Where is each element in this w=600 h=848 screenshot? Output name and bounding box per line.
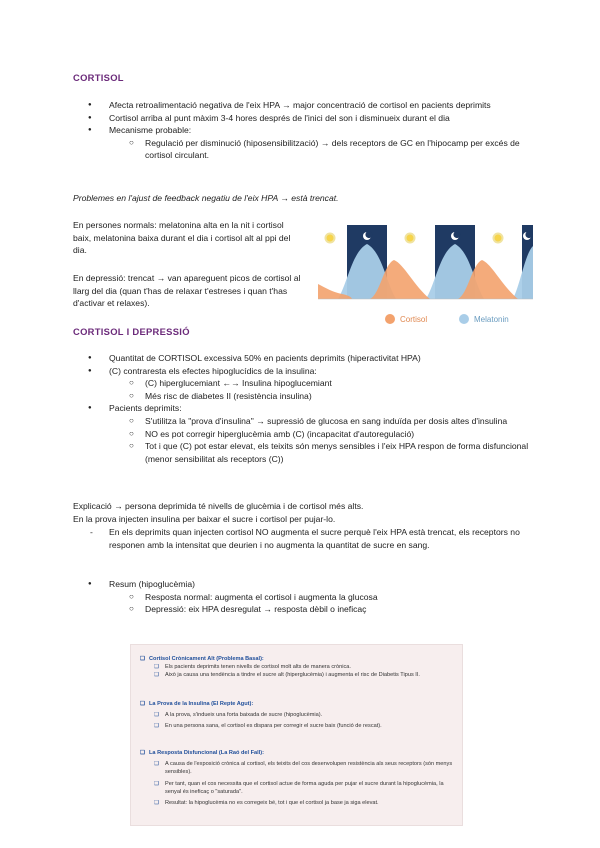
summary-item: ❑ Per tant, quan el cos necessita que el cortisol actue de forma aguda per pujar el sucre durant la hipoglucèmia, la senyal és ineficaç o "saturada". bbox=[140, 780, 456, 796]
summary-section-3 bbox=[140, 749, 456, 807]
list-item: ● Cortisol arriba al punt màxim 3-4 hores després de l'inici del son i disminueix durant el dia bbox=[73, 112, 533, 125]
explanation-line-1: Explicació → persona deprimida té nivells de glucèmia i de cortisol més alts. bbox=[73, 501, 364, 511]
legend-swatch-cortisol bbox=[385, 314, 395, 324]
sub-list-item: ○ (C) hiperglucemiant ←→ Insulina hipoglucemiant bbox=[73, 377, 533, 390]
section-title-cortisol-depressio: CORTISOL I DEPRESSIÓ bbox=[73, 326, 190, 337]
summary-image bbox=[130, 644, 463, 826]
summary-item: ❑ A causa de l'exposició crònica al cortisol, els teixits del cos desenvolupen resistència als seus receptors (són menys sensibles). bbox=[140, 760, 456, 776]
moon-icon-mask bbox=[453, 231, 460, 238]
summary-item: ❑ Això ja causa una tendència a tindre el sucre alt (hiperglucèmia) i augmenta el risc de Diabetis Tipus II. bbox=[140, 671, 456, 679]
summary-item: ❑ A la prova, s'indueix una forta baixada de sucre (hipoglucèmia). bbox=[140, 711, 456, 719]
list-item: ● Mecanisme probable: bbox=[73, 124, 533, 137]
resum-list bbox=[73, 578, 533, 616]
sub-list-item: ○ S'utilitza la "prova d'insulina" → supressió de glucosa en sang induïda per dosis altes d'insulina bbox=[73, 415, 533, 428]
sub-list-item: ○ Resposta normal: augmenta el cortisol i augmenta la glucosa bbox=[73, 591, 533, 604]
explanation-line-2: En la prova injecten insulina per baixar el sucre i cortisol per pujar-lo. bbox=[73, 514, 336, 524]
italic-note: Problemes en l'ajust de feedback negatiu de l'eix HPA → està trencat. bbox=[73, 193, 339, 203]
section-title-cortisol: CORTISOL bbox=[73, 72, 124, 83]
sub-list-item: ○ NO es pot corregir hiperglucèmia amb (C) (incapacitat d'autoregulació) bbox=[73, 428, 533, 441]
paragraph-depression: En depressió: trencat → van apareguent picos de cortisol al llarg del dia (quan t'has de relaxar t'estreses i quan t'has d'activar et relaxes). bbox=[73, 273, 301, 309]
paragraph-normal: En persones normals: melatonina alta en la nit i cortisol baix, melatonina baixa durant el dia i cortisol alt al ppi del dia. bbox=[73, 220, 291, 256]
sub-list-item: ○ Tot i que (C) pot estar elevat, els teixits són menys sensibles i l'eix HPA respon de forma disfuncional (menor sensibilitat als receptors (C)) bbox=[73, 440, 533, 465]
chart-svg bbox=[318, 222, 533, 330]
list-item: ● (C) contraresta els efectes hipoglucídics de la insulina: bbox=[73, 365, 533, 378]
summary-heading: ❑ La Resposta Disfuncional (La Raó del Fall): bbox=[140, 749, 456, 757]
legend-swatch-melatonin bbox=[459, 314, 469, 324]
summary-heading: ❑ Cortisol Crònicament Alt (Problema Basal): bbox=[140, 655, 456, 663]
legend-cortisol: Cortisol bbox=[400, 315, 428, 324]
cortisol-bullets bbox=[73, 99, 533, 162]
dash-item: - En els deprimits quan injecten cortisol NO augmenta el sucre perquè l'eix HPA està trencat, els receptors no responen amb la intensitat que deurien i no augmenta la quantitat de sucre en sang. bbox=[73, 526, 533, 551]
moon-icon-mask bbox=[525, 231, 532, 238]
sub-list-item: ○ Més risc de diabetes II (resistència insulina) bbox=[73, 390, 533, 403]
list-item: ● Pacients deprimits: bbox=[73, 402, 533, 415]
cortisol-melatonin-chart bbox=[318, 222, 533, 330]
sub-list-item: ○ Depressió: eix HPA desregulat → resposta dèbil o ineficaç bbox=[73, 603, 533, 616]
summary-item: ❑ Els pacients deprimits tenen nivells de cortisol molt alts de manera crònica. bbox=[140, 663, 456, 671]
moon-icon-mask bbox=[365, 231, 372, 238]
legend-melatonin: Melatonin bbox=[474, 315, 509, 324]
summary-heading: ❑ La Prova de la Insulina (El Repte Agut): bbox=[140, 700, 456, 708]
sun-icon bbox=[326, 234, 335, 243]
depressio-bullets bbox=[73, 352, 533, 465]
summary-item: ❑ En una persona sana, el cortisol es dispara per corregir el sucre baix (funció de rescat). bbox=[140, 722, 456, 730]
summary-section-2 bbox=[140, 700, 456, 731]
summary-section-1 bbox=[140, 655, 456, 680]
summary-item: ❑ Resultat: la hipoglucèmia no es corregeix bé, tot i que el cortisol ja base ja siga elevat. bbox=[140, 799, 456, 807]
sun-icon bbox=[494, 234, 503, 243]
list-item: ● Quantitat de CORTISOL excessiva 50% en pacients deprimits (hiperactivitat HPA) bbox=[73, 352, 533, 365]
dash-list bbox=[73, 526, 533, 551]
sub-list-item: ○ Regulació per disminució (hiposensibilització) → dels receptors de GC en l'hipocamp per excés de cortisol circulant. bbox=[73, 137, 533, 162]
list-item: ● Resum (hipoglucèmia) bbox=[73, 578, 533, 591]
list-item: ● Afecta retroalimentació negativa de l'eix HPA → major concentració de cortisol en pacients deprimits bbox=[73, 99, 533, 112]
sun-icon bbox=[406, 234, 415, 243]
